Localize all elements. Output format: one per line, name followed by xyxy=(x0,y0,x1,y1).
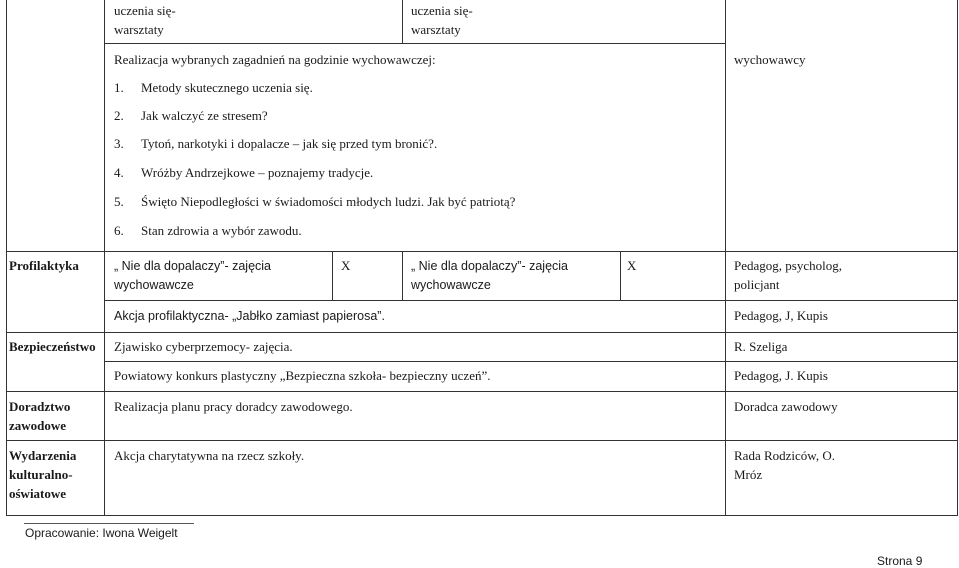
mark-x: X xyxy=(627,258,637,273)
list-item: Metody skutecznego uczenia się. xyxy=(141,80,313,95)
mark-x: X xyxy=(341,258,351,273)
list-item: Stan zdrowia a wybór zawodu. xyxy=(141,223,302,238)
footer-author: Opracowanie: Iwona Weigelt xyxy=(25,526,178,540)
responsible-person: Mróz xyxy=(734,467,763,482)
table-border-left xyxy=(6,0,7,516)
row-divider xyxy=(6,440,958,441)
table-col-divider xyxy=(402,251,403,300)
row-category: zawodowe xyxy=(9,418,67,433)
list-item-number: 3. xyxy=(114,136,124,151)
row-divider xyxy=(6,251,958,252)
table-border-bottom xyxy=(6,515,958,516)
row-divider xyxy=(6,332,958,333)
responsible-person: R. Szeliga xyxy=(734,339,788,354)
section-intro: Realizacja wybranych zagadnień na godzinie wychowawczej: xyxy=(114,52,436,67)
row-divider xyxy=(6,391,958,392)
footer-rule xyxy=(24,523,194,524)
table-col-divider xyxy=(104,0,105,516)
table-col-divider xyxy=(402,0,403,43)
list-item: Jak walczyć ze stresem? xyxy=(141,108,268,123)
table-border-right xyxy=(957,0,958,516)
row-category: Doradztwo xyxy=(9,399,71,414)
responsible-person: Doradca zawodowy xyxy=(734,399,838,414)
page-number: Strona 9 xyxy=(877,554,923,568)
responsible-person: policjant xyxy=(734,277,780,292)
row-divider xyxy=(104,43,725,44)
row-category: Wydarzenia xyxy=(9,448,77,463)
list-item: Święto Niepodległości w świadomości młodych ludzi. Jak być patriotą? xyxy=(141,194,516,209)
list-item-number: 4. xyxy=(114,165,124,180)
cell-text: Akcja profilaktyczna- „Jabłko zamiast papierosa”. xyxy=(114,309,385,323)
table-col-divider xyxy=(725,0,726,516)
responsible-person: Pedagog, J. Kupis xyxy=(734,368,828,383)
cell-text: uczenia się- xyxy=(114,3,176,18)
table-col-divider xyxy=(620,251,621,300)
table-col-divider xyxy=(332,251,333,300)
list-item-number: 5. xyxy=(114,194,124,209)
cell-text: wychowawcze xyxy=(411,278,491,292)
row-category: kulturalno- xyxy=(9,467,73,482)
list-item-number: 1. xyxy=(114,80,124,95)
cell-text: warsztaty xyxy=(411,22,461,37)
list-item-number: 2. xyxy=(114,108,124,123)
cell-text: Powiatowy konkurs plastyczny „Bezpieczna szkoła- bezpieczny uczeń”. xyxy=(114,368,491,383)
cell-text: uczenia się- xyxy=(411,3,473,18)
cell-text: „ Nie dla dopalaczy”- zajęcia xyxy=(411,259,569,273)
responsible-person: Rada Rodziców, O. xyxy=(734,448,835,463)
cell-text: warsztaty xyxy=(114,22,164,37)
cell-text: Realizacja planu pracy doradcy zawodowego. xyxy=(114,399,353,414)
responsible-person: wychowawcy xyxy=(734,52,806,67)
row-divider xyxy=(104,300,958,301)
row-divider xyxy=(104,361,958,362)
row-category: Bezpieczeństwo xyxy=(9,339,96,354)
row-category: Profilaktyka xyxy=(9,258,79,273)
cell-text: „ Nie dla dopalaczy”- zajęcia xyxy=(114,259,272,273)
list-item: Wróżby Andrzejkowe – poznajemy tradycje. xyxy=(141,165,374,180)
cell-text: Zjawisko cyberprzemocy- zajęcia. xyxy=(114,339,293,354)
cell-text: Akcja charytatywna na rzecz szkoły. xyxy=(114,448,305,463)
responsible-person: Pedagog, J, Kupis xyxy=(734,308,828,323)
row-category: oświatowe xyxy=(9,486,67,501)
responsible-person: Pedagog, psycholog, xyxy=(734,258,842,273)
cell-text: wychowawcze xyxy=(114,278,194,292)
list-item-number: 6. xyxy=(114,223,124,238)
list-item: Tytoń, narkotyki i dopalacze – jak się przed tym bronić?. xyxy=(141,136,438,151)
